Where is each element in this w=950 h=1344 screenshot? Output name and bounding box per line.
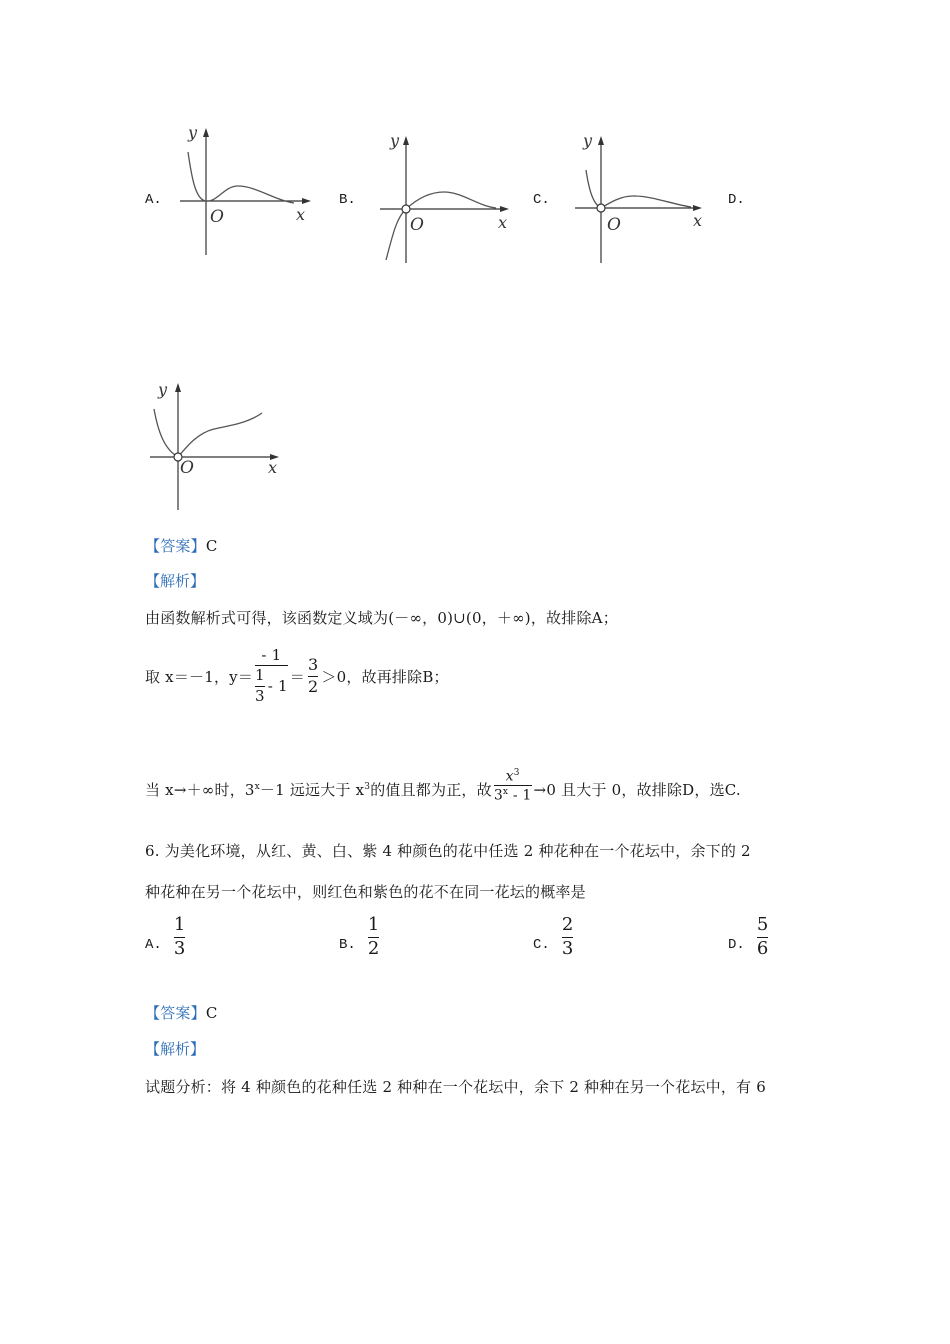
line2-main-fraction <box>255 647 288 705</box>
line3-fraction <box>494 768 532 805</box>
line2-res-num: 3 <box>307 655 319 675</box>
q6-option-d-label: D. <box>728 937 745 954</box>
line2-minus: - 1 <box>267 676 288 695</box>
q6-option-a <box>145 915 185 959</box>
graph-c-origin-label: O <box>607 215 621 235</box>
q6-option-a-num: 1 <box>173 914 186 935</box>
answer-2 <box>145 1002 218 1023</box>
line2-result-fraction <box>308 656 318 696</box>
line3-frac-den-sup: x <box>502 787 509 798</box>
line3-frac-num: x <box>505 768 514 785</box>
graph-b <box>378 128 518 263</box>
q6-option-b-den: 2 <box>367 937 380 959</box>
graph-d-x-label: x <box>268 458 278 477</box>
line2-main-num: - 1 <box>261 646 282 665</box>
line2-suffix: ＞0，故再排除B； <box>321 667 449 686</box>
graph-a-x-label: x <box>296 205 306 224</box>
q6-option-b-num: 1 <box>367 914 380 935</box>
q6-option-c-label: C. <box>533 937 550 954</box>
line2-inner-num: 1 <box>255 666 265 685</box>
graph-a-y-label: y <box>188 123 198 142</box>
q6-option-b-label: B. <box>339 937 356 954</box>
option-c-label: C. <box>533 192 550 208</box>
analysis-2-tag: 【解析】 <box>145 1040 206 1058</box>
graph-c-x-label: x <box>693 211 703 230</box>
analysis-1-tag: 【解析】 <box>145 572 206 590</box>
graph-c <box>573 128 713 263</box>
q6-option-a-label: A. <box>145 937 162 954</box>
line2-inner-den: 3 <box>255 686 265 705</box>
line3-prefix: 当 x→＋∞时，3 <box>145 781 255 799</box>
graph-b-x-label: x <box>498 213 508 232</box>
graph-a <box>176 120 316 255</box>
answer-2-value: C <box>205 1004 218 1022</box>
q6-option-d <box>728 915 768 959</box>
q6-option-d-den: 6 <box>756 937 769 959</box>
q6-option-c-num: 2 <box>561 914 574 935</box>
option-d-label: D. <box>728 192 745 208</box>
option-a-label: A. <box>145 192 162 208</box>
line3-frac-den-tail: - 1 <box>508 787 532 804</box>
q6-option-d-num: 5 <box>756 914 769 935</box>
graph-d <box>148 375 288 510</box>
answer-2-tag: 【答案】 <box>145 1004 206 1022</box>
q6-option-c-den: 3 <box>561 937 574 959</box>
line3-suffix: →0 且大于 0，故排除D，选C. <box>533 781 741 799</box>
q6-option-c <box>533 915 573 959</box>
line3-frac-num-sup: 3 <box>513 767 520 778</box>
answer-1-tag: 【答案】 <box>145 537 206 555</box>
q6-line-2: 种花种在另一个花坛中，则红色和紫色的花不在同一花坛的概率是 <box>145 883 586 901</box>
analysis-2-line-1: 试题分析：将 4 种颜色的花种任选 2 种种在一个花坛中，余下 2 种种在另一个花坛中，有 6 <box>145 1078 766 1096</box>
q6-option-b <box>339 915 379 959</box>
answer-1 <box>145 535 218 556</box>
graph-d-origin-label: O <box>180 458 194 478</box>
graph-b-origin-label: O <box>410 215 424 235</box>
q6-line-1: 6. 为美化环境，从红、黄、白、紫 4 种颜色的花中任选 2 种花种在一个花坛中，余下的 2 <box>145 842 751 860</box>
analysis-1-line-3 <box>145 752 741 804</box>
line2-eq: ＝ <box>289 667 305 686</box>
line3-frac-den: 3 <box>493 787 503 804</box>
analysis-1-line-2 <box>145 641 449 711</box>
line2-res-den: 2 <box>307 676 319 696</box>
graph-d-y-label: y <box>158 380 168 399</box>
graph-b-y-label: y <box>390 131 400 150</box>
line3-sup-3: 3 <box>364 782 371 792</box>
line3-mid2: 的值且都为正，故 <box>370 781 492 799</box>
graph-a-origin-label: O <box>210 207 224 227</box>
line3-sup-x: x <box>254 782 260 792</box>
line2-prefix: 取 x＝－1，y＝ <box>145 667 254 686</box>
q6-option-a-den: 3 <box>173 937 186 959</box>
graph-c-y-label: y <box>583 131 593 150</box>
option-b-label: B. <box>339 192 356 208</box>
answer-1-value: C <box>205 537 218 555</box>
line3-mid: －1 远远大于 x <box>259 781 365 799</box>
analysis-1-line-1: 由函数解析式可得，该函数定义域为(－∞，0)∪(0，＋∞)，故排除A； <box>145 609 618 627</box>
